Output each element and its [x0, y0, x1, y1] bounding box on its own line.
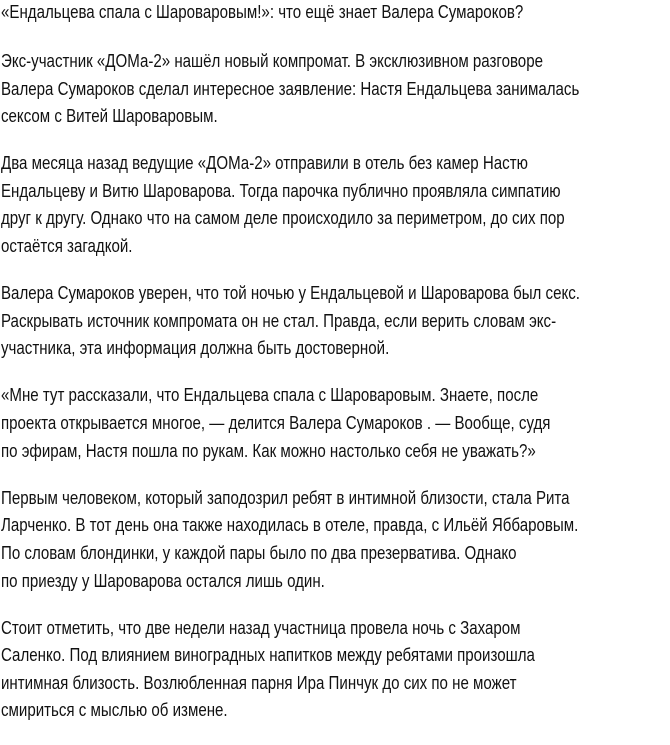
paragraph-line: сексом с Витей Шароваровым. [1, 105, 218, 127]
paragraph-line: Раскрывать источник компромата он не стал. Правда, если верить словам экс- [1, 309, 557, 331]
paragraph-line: проекта открывается многое, — делится Валера Сумароков . — Вообще, судя [1, 412, 551, 434]
paragraph-line: По словам блондинки, у каждой пары было по два презерватива. Однако [1, 541, 517, 563]
paragraph-quote [1, 383, 670, 466]
paragraph-line: участника, эта информация должна быть достоверной. [1, 337, 390, 359]
paragraph-line: «Мне тут рассказали, что Ендальцева спала с Шароваровым. Знаете, после [1, 384, 539, 406]
paragraph-line: Валера Сумароков уверен, что той ночью у Ендальцевой и Шароварова был секс. [1, 282, 580, 304]
paragraph-line: Саленко. Под влиянием виноградных напитков между ребятами произошла [1, 644, 535, 666]
paragraph-3 [1, 281, 670, 364]
paragraph-line: Валера Сумароков сделал интересное заявление: Настя Ендальцева занималась [1, 77, 580, 99]
paragraph-line: смириться с мыслью об измене. [1, 699, 228, 721]
paragraph-line: по приезду у Шароварова остался лишь один. [1, 569, 325, 591]
paragraph-1 [1, 49, 670, 132]
article [1, 0, 670, 745]
article-title: «Ендальцева спала с Шароваровым!»: что ещё знает Валера Сумароков? [1, 1, 524, 22]
paragraph-line: остаётся загадкой. [1, 235, 133, 257]
paragraph-line: Первым человеком, который заподозрил ребят в интимной близости, стала Рита [1, 486, 570, 508]
paragraph-line: Ларченко. В тот день она также находилась в отеле, правда, с Ильёй Яббаровым. [1, 514, 579, 536]
paragraph-line: друг к другу. Однако что на самом деле происходило за периметром, до сих пор [1, 207, 565, 229]
paragraph-line: интимная близость. Возлюбленная парня Ира Пинчук до сих по не может [1, 671, 517, 693]
paragraph-line: Два месяца назад ведущие «ДОМа-2» отправили в отель без камер Настю [1, 152, 528, 174]
paragraph-line: Ендальцеву и Витю Шароварова. Тогда парочка публично проявляла симпатию [1, 179, 561, 201]
paragraph-5 [1, 486, 670, 596]
paragraph-line: по эфирам, Настя пошла по рукам. Как можно настолько себя не уважать?» [1, 439, 536, 461]
paragraph-2 [1, 151, 670, 261]
paragraph-line: Стоит отметить, что две недели назад участница провела ночь с Захаром [1, 616, 521, 638]
paragraph-line: Экс-участник «ДОМа-2» нашёл новый компромат. В эксклюзивном разговоре [1, 50, 543, 71]
paragraph-6 [1, 616, 670, 726]
